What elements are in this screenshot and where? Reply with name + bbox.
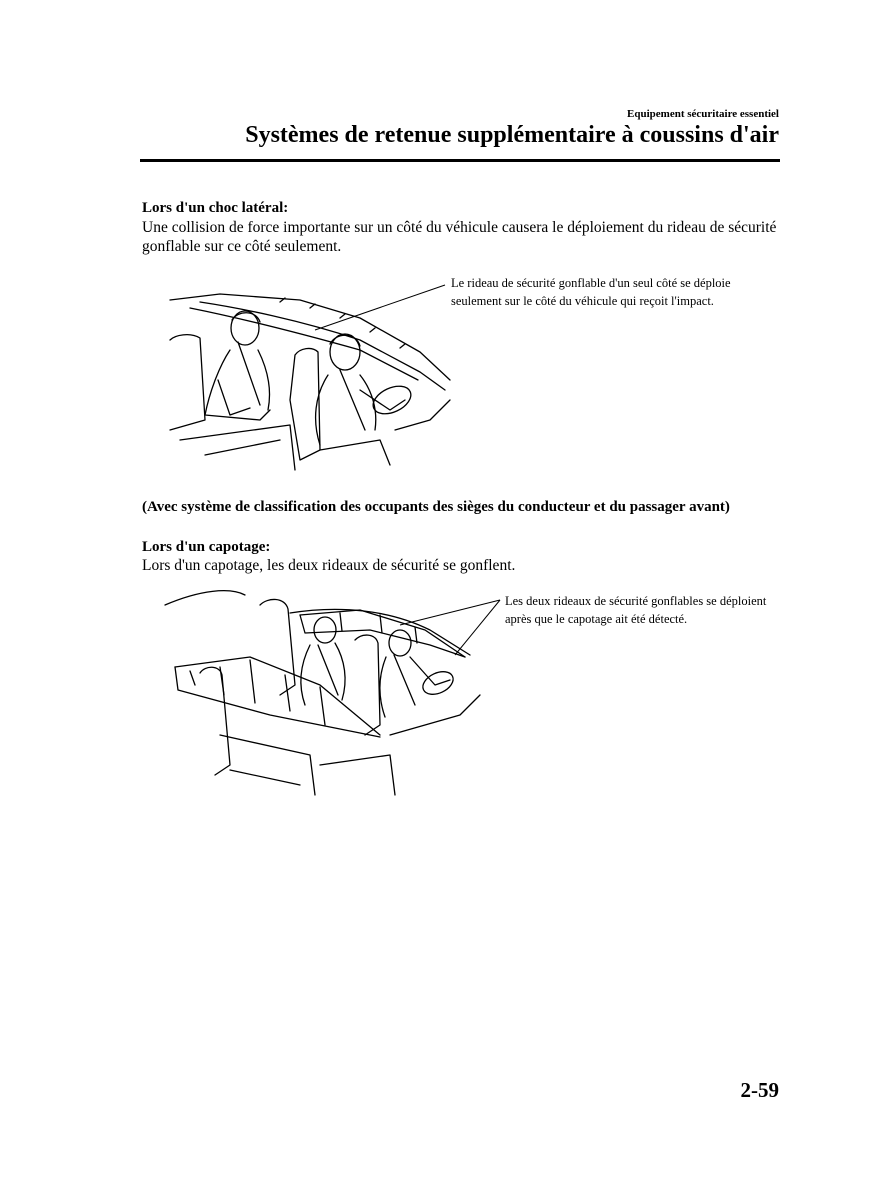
page-title: Systèmes de retenue supplémentaire à coussins d'air [245,122,779,148]
rollover-heading: Lors d'un capotage: [142,539,271,555]
side-impact-text: Une collision de force importante sur un côté du véhicule causera le déploiement du rideau de sécurité gonflable sur ce côté seulement. [142,219,777,255]
side-impact-illustration [160,280,460,480]
section-label: Equipement sécuritaire essentiel [627,108,779,120]
page-number: 2-59 [740,1078,779,1102]
rollover-qualifier: (Avec système de classification des occupants des sièges du conducteur et du passager avant) [142,499,730,515]
side-impact-heading: Lors d'un choc latéral: [142,200,289,216]
title-rule [140,159,780,162]
rollover-callout: Les deux rideaux de sécurité gonflables se déploient après que le capotage ait été détecté. [505,594,767,626]
rollover-text: Lors d'un capotage, les deux rideaux de sécurité se gonflent. [142,557,516,574]
side-impact-callout: Le rideau de sécurité gonflable d'un seul côté se déploie seulement sur le côté du véhicule qui reçoit l'impact. [451,276,731,308]
rollover-illustration [160,585,490,805]
